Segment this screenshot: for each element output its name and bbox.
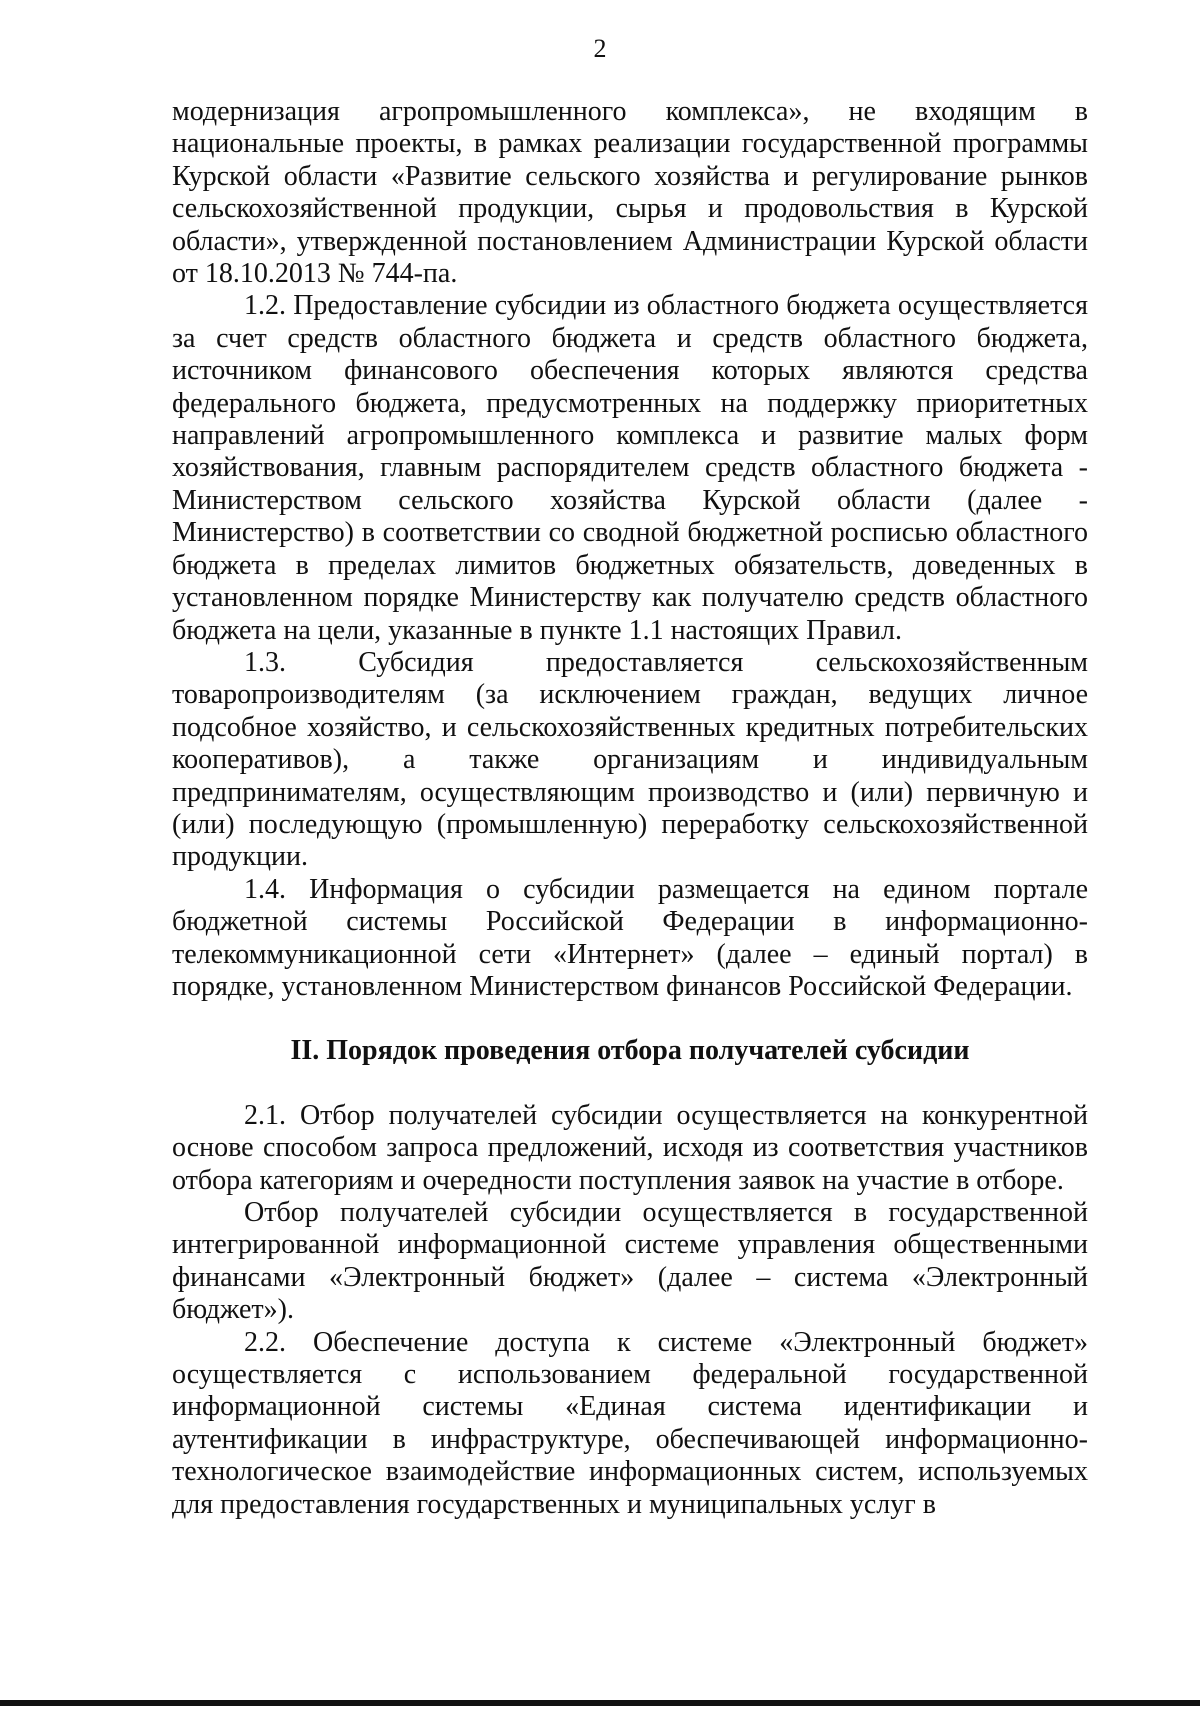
paragraph-1-4: 1.4. Информация о субсидии размещается на едином портале бюджетной системы Российской Федерации в информационно-телекоммуникационной сети «Интернет» (далее – единый портал) в порядке, установленном Министерством финансов Российской Федерации. bbox=[172, 873, 1088, 1002]
paragraph-1-3: 1.3. Субсидия предоставляется сельскохозяйственным товаропроизводителям (за исключением граждан, ведущих личное подсобное хозяйство, и сельскохозяйственных кредитных потребительских кооперативов), а также организациям и индивидуальным предпринимателям, осуществляющим производство и (или) первичную и (или) последующую (промышленную) переработку сельскохозяйственной продукции. bbox=[172, 646, 1088, 873]
paragraph-electronic-budget: Отбор получателей субсидии осуществляется в государственной интегрированной информационной системе управления общественными финансами «Электронный бюджет» (далее – система «Электронный бюджет»). bbox=[172, 1197, 1088, 1326]
paragraph-2-2: 2.2. Обеспечение доступа к системе «Электронный бюджет» осуществляется с использованием федеральной государственной информационной системы «Единая система идентификации и аутентификации в инфраструктуре, обеспечивающей информационно-технологическое взаимодействие информационных систем, используемых для предоставления государственных и муниципальных услуг в bbox=[172, 1326, 1088, 1520]
section-heading: II. Порядок проведения отбора получателей субсидии bbox=[290, 1035, 970, 1067]
paragraph-1-2: 1.2. Предоставление субсидии из областного бюджета осуществляется за счет средств областного бюджета и средств областного бюджета, источником финансового обеспечения которых являются средства федерального бюджета, предусмотренных на поддержку приоритетных направлений агропромышленного комплекса и развитие малых форм хозяйствования, главным распорядителем средств областного бюджета - Министерством сельского хозяйства Курской области (далее - Министерство) в соответствии со сводной бюджетной росписью областного бюджета в пределах лимитов бюджетных обязательств, доведенных в установленном порядке Министерству как получателю средств областного бюджета на цели, указанные в пункте 1.1 настоящих Правил. bbox=[172, 290, 1088, 646]
paragraph-2-1: 2.1. Отбор получателей субсидии осуществляется на конкурентной основе способом запроса предложений, исходя из соответствия участников отбора категориям и очередности поступления заявок на участие в отборе. bbox=[172, 1099, 1088, 1196]
bottom-edge-line bbox=[0, 1700, 1200, 1706]
paragraph-continuation: модернизация агропромышленного комплекса», не входящим в национальные проекты, в рамках реализации государственной программы Курской области «Развитие сельского хозяйства и регулирование рынков сельскохозяйственной продукции, сырья и продовольствия в Курской области», утвержденной постановлением Администрации Курской области от 18.10.2013 № 744-па. bbox=[172, 96, 1088, 290]
document-body bbox=[172, 96, 1088, 1521]
page-number: 2 bbox=[593, 34, 607, 63]
